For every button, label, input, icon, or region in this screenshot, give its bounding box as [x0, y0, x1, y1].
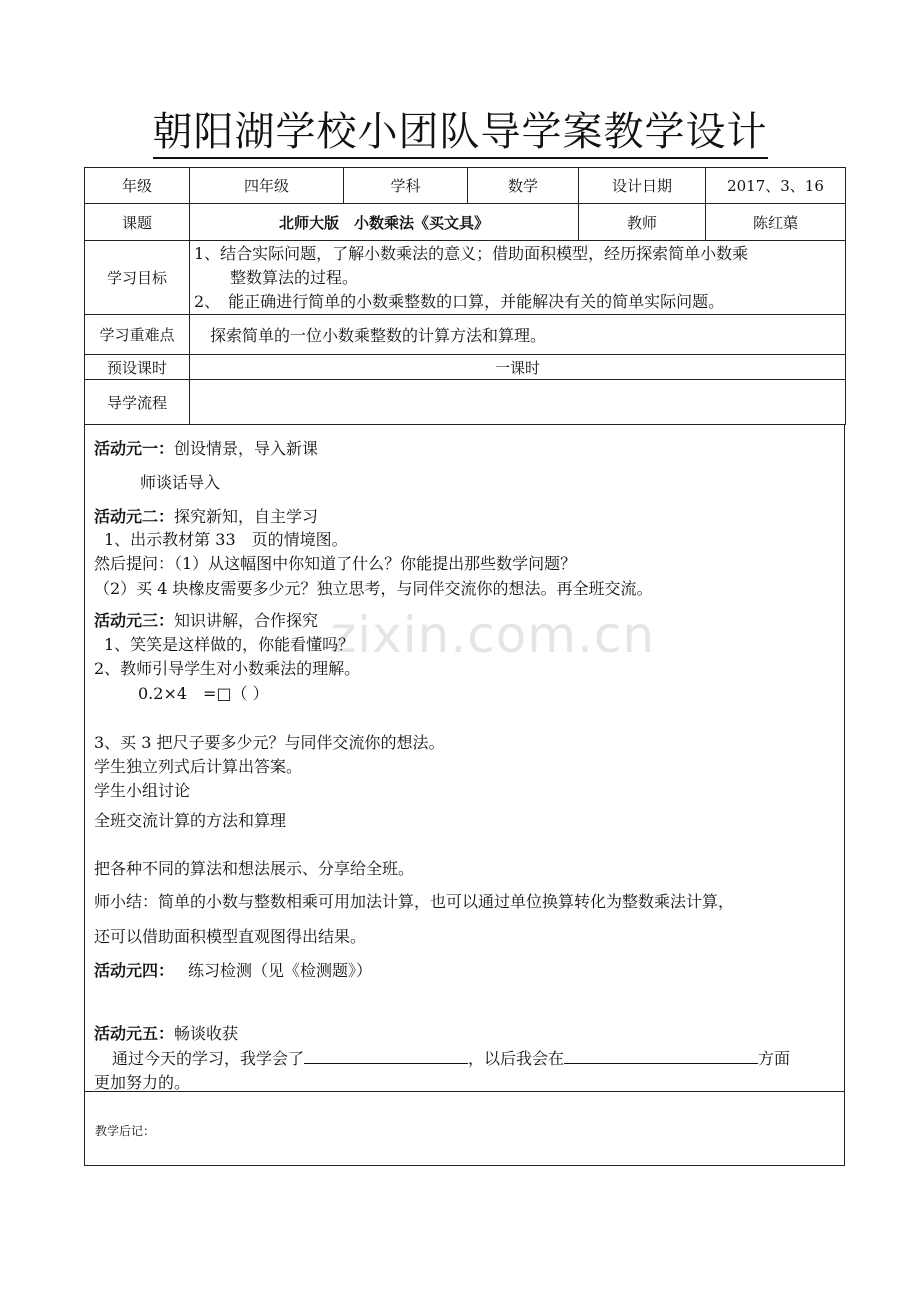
- activity-2-line-2: 然后提问：（1）从这幅图中你知道了什么？你能提出那些数学问题？: [94, 554, 577, 573]
- activity-4-text: 练习检测（见《检测题》）: [188, 961, 373, 980]
- activity-2-label: 活动元二：: [94, 507, 175, 526]
- activity-5-text-b: ，以后我会在: [468, 1049, 565, 1068]
- activity-3: [94, 608, 318, 631]
- watermark: zixin.com.cn: [330, 606, 656, 664]
- activity-3-line-6: 学生小组讨论: [94, 781, 191, 800]
- activity-2: [94, 504, 318, 527]
- activity-3-line-4: 3、买 3 把尺子要多少元？与同伴交流你的想法。: [94, 733, 445, 752]
- activity-3-line-5: 学生独立列式后计算出答案。: [94, 757, 303, 776]
- activity-5-text: 畅谈收获: [174, 1024, 239, 1043]
- topic-label: 课题: [85, 204, 190, 241]
- row-keypoint: [85, 315, 846, 355]
- page-title: 朝阳湖学校小团队导学案教学设计: [0, 100, 920, 157]
- objective-label: 学习目标: [85, 241, 190, 315]
- keypoint-value: 探索简单的一位小数乘整数的计算方法和算理。: [190, 315, 846, 355]
- grade-label: 年级: [85, 168, 190, 204]
- answer-blank-2[interactable]: [564, 1047, 758, 1064]
- objective-2: 2、 能正确进行简单的小数乘整数的口算，并能解决有关的简单实际问题。: [194, 291, 725, 311]
- activity-5-label: 活动元五：: [94, 1024, 175, 1043]
- subject-label: 学科: [344, 168, 468, 204]
- activity-5-text-a: 通过今天的学习，我学会了: [112, 1049, 305, 1068]
- flow-value: [190, 380, 846, 425]
- activity-3-line-7: 全班交流计算的方法和算理: [94, 811, 287, 830]
- answer-blank-1[interactable]: [304, 1047, 468, 1064]
- keypoint-label: 学习重难点: [85, 315, 190, 355]
- activity-3-line-10: 还可以借助面积模型直观图得出结果。: [94, 927, 367, 946]
- topic-value: 北师大版 小数乘法《买文具》: [190, 204, 579, 241]
- activity-2-text: 探究新知，自主学习: [174, 507, 319, 526]
- row-hours: [85, 355, 846, 380]
- activity-3-line-2: 2、教师引导学生对小数乘法的理解。: [94, 659, 361, 678]
- subject-value: 数学: [468, 168, 579, 204]
- activity-1: [94, 436, 318, 459]
- objective-1-cont: 整数算法的过程。: [230, 267, 359, 287]
- teaching-notes-box: [84, 1091, 845, 1166]
- date-label: 设计日期: [579, 168, 706, 204]
- teacher-value: 陈红蕖: [706, 204, 846, 241]
- row-topic: [85, 204, 846, 241]
- row-grade: [85, 168, 846, 204]
- activity-3-line-9: 师小结：简单的小数与整数相乘可用加法计算，也可以通过单位换算转化为整数乘法计算，: [94, 892, 735, 911]
- grade-value: 四年级: [190, 168, 344, 204]
- activity-1-line-1: 师谈话导入: [140, 473, 221, 492]
- activity-3-formula: 0.2×4 =□（ ）: [138, 684, 269, 703]
- activity-5-line-1: [112, 1046, 790, 1069]
- row-objective: [85, 241, 846, 315]
- activity-2-line-3: （2）买 4 块橡皮需要多少元？独立思考，与同伴交流你的想法。再全班交流。: [94, 579, 653, 598]
- activity-5-text-c: 方面: [758, 1049, 791, 1068]
- info-table: [84, 167, 846, 425]
- objective-1: 1、结合实际问题，了解小数乘法的意义；借助面积模型，经历探索简单小数乘: [194, 243, 749, 263]
- objective-content: [190, 241, 846, 315]
- row-flow: [85, 380, 846, 425]
- activity-2-line-1: 1、出示教材第 33 页的情境图。: [104, 530, 348, 549]
- flow-label: 导学流程: [85, 380, 190, 425]
- activity-4: [94, 958, 372, 981]
- teaching-notes-label: 教学后记：: [95, 1124, 156, 1138]
- activity-3-line-1: 1、笑笑是这样做的，你能看懂吗？: [104, 635, 355, 654]
- activity-3-line-8: 把各种不同的算法和想法展示、分享给全班。: [94, 859, 415, 878]
- hours-value: 一课时: [190, 355, 846, 380]
- hours-label: 预设课时: [85, 355, 190, 380]
- activity-3-text: 知识讲解，合作探究: [174, 611, 319, 630]
- activity-4-label: 活动元四：: [94, 961, 175, 980]
- activity-5-line-2: 更加努力的。: [94, 1073, 191, 1092]
- activity-3-label: 活动元三：: [94, 611, 175, 630]
- date-value: 2017、3、16: [706, 168, 846, 204]
- activity-1-text: 创设情景，导入新课: [174, 439, 319, 458]
- activity-1-label: 活动元一：: [94, 439, 175, 458]
- activity-5: [94, 1021, 238, 1044]
- teacher-label: 教师: [579, 204, 706, 241]
